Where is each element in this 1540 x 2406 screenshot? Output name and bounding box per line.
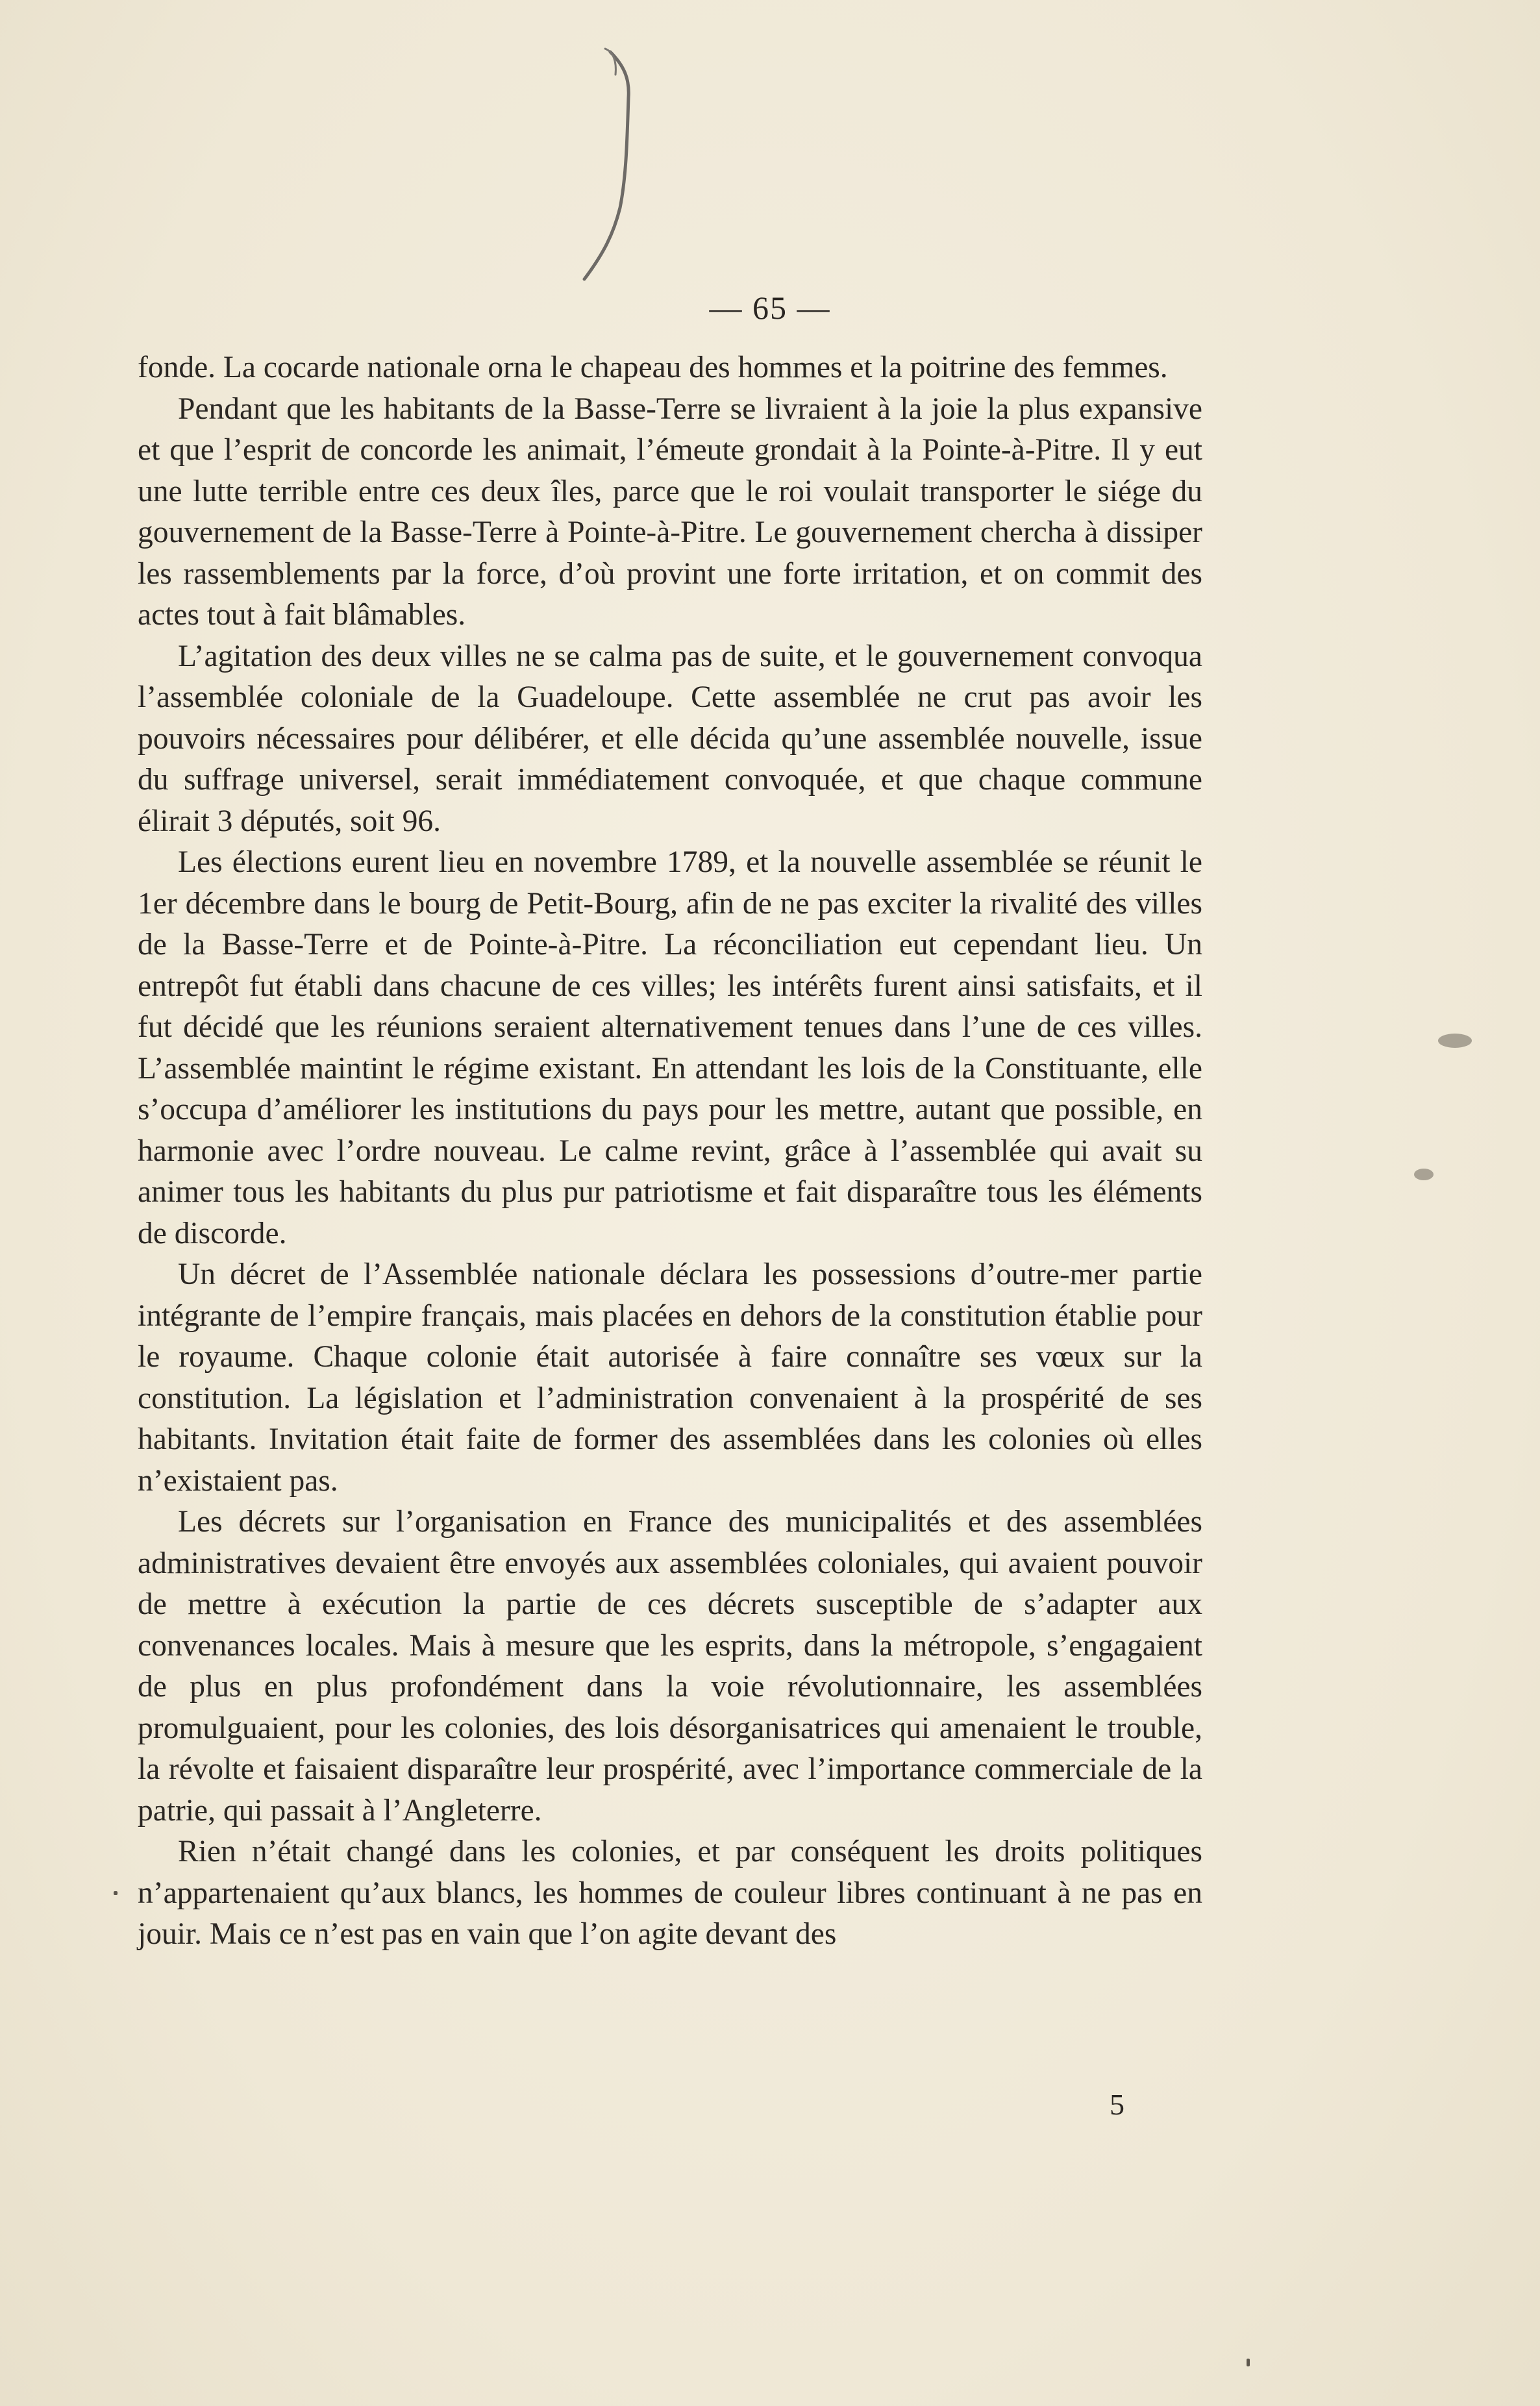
pencil-stroke-mark (565, 39, 656, 286)
page-number: — 65 — (709, 290, 831, 326)
paragraph-4: Les élections eurent lieu en novembre 1789, et la nouvelle assemblée se réunit le 1er décembre dans le bourg de Petit-Bourg, afin de ne pas exciter la rivalité des villes de la Basse-Terre et de Pointe-à-Pitre. La réconciliation eut cependant lieu. Un entrepôt fut établi dans chacune de ces villes; les intérêts furent ainsi satisfaits, et il fut décidé que les réunions seraient alternativement tenues dans l’une de ces villes. L’assemblée maintint le régime existant. En attendant les lois de la Constituante, elle s’occupa d’améliorer les institutions du pays pour les mettre, autant que possible, en harmonie avec l’ordre nouveau. Le calme revint, grâce à l’assemblée qui avait su animer tous les habitants du plus pur patriotisme et fait disparaître tous les éléments de discorde. (138, 845, 1202, 1250)
ink-speck (1247, 2359, 1250, 2366)
body-text (138, 347, 1202, 1955)
ink-smudge (1414, 1169, 1434, 1180)
signature-mark: 5 (1110, 2088, 1124, 2121)
paragraph-6: Les décrets sur l’organisation en France des municipalités et des assemblées administratives devaient être envoyés aux assemblées coloniales, qui avaient pouvoir de mettre à exécution la partie de ces décrets susceptible de s’adapter aux convenances locales. Mais à mesure que les esprits, dans la métropole, s’engagaient de plus en plus profondément dans la voie révolutionnaire, les assemblées promulguaient, pour les colonies, des lois désorganisatrices qui amenaient le trouble, la révolte et faisaient disparaître leur prospérité, avec l’importance commerciale de la patrie, qui passait à l’Angleterre. (138, 1505, 1202, 1828)
ink-smudge (1438, 1034, 1472, 1048)
paragraph-2: Pendant que les habitants de la Basse-Terre se livraient à la joie la plus expansive et que l’esprit de concorde les animait, l’émeute grondait à la Pointe-à-Pitre. Il y eut une lutte terrible entre ces deux îles, parce que le roi voulait transporter le siége du gouvernement de la Basse-Terre à Pointe-à-Pitre. Le gouvernement chercha à dissiper les rassemblements par la force, d’où provint une forte irritation, et on commit des actes tout à fait blâmables. (138, 391, 1202, 632)
paragraph-5: Un décret de l’Assemblée nationale déclara les possessions d’outre-mer partie intégrante de l’empire français, mais placées en dehors de la constitution établie pour le royaume. Chaque colonie était autorisée à faire connaître ses vœux sur la constitution. La législation et l’administration convenaient à la prospérité de ses habitants. Invitation était faite de former des assemblées dans les colonies où elles n’existaient pas. (138, 1258, 1202, 1498)
paragraph-7: Rien n’était changé dans les colonies, et par conséquent les droits politiques n’appartenaient qu’aux blancs, les hommes de couleur libres continuant à ne pas en jouir. Mais ce n’est pas en vain que l’on agite devant des (138, 1835, 1202, 1951)
paragraph-3: L’agitation des deux villes ne se calma pas de suite, et le gouvernement convoqua l’assemblée coloniale de la Guadeloupe. Cette assemblée ne crut pas avoir les pouvoirs nécessaires pour délibérer, et elle décida qu’une assemblée nouvelle, issue du suffrage universel, serait immédiatement convoquée, et que chaque commune élirait 3 députés, soit 96. (138, 639, 1202, 838)
paragraph-1: fonde. La cocarde nationale orna le chapeau des hommes et la poitrine des femmes. (138, 351, 1168, 384)
ink-speck (114, 1891, 118, 1895)
